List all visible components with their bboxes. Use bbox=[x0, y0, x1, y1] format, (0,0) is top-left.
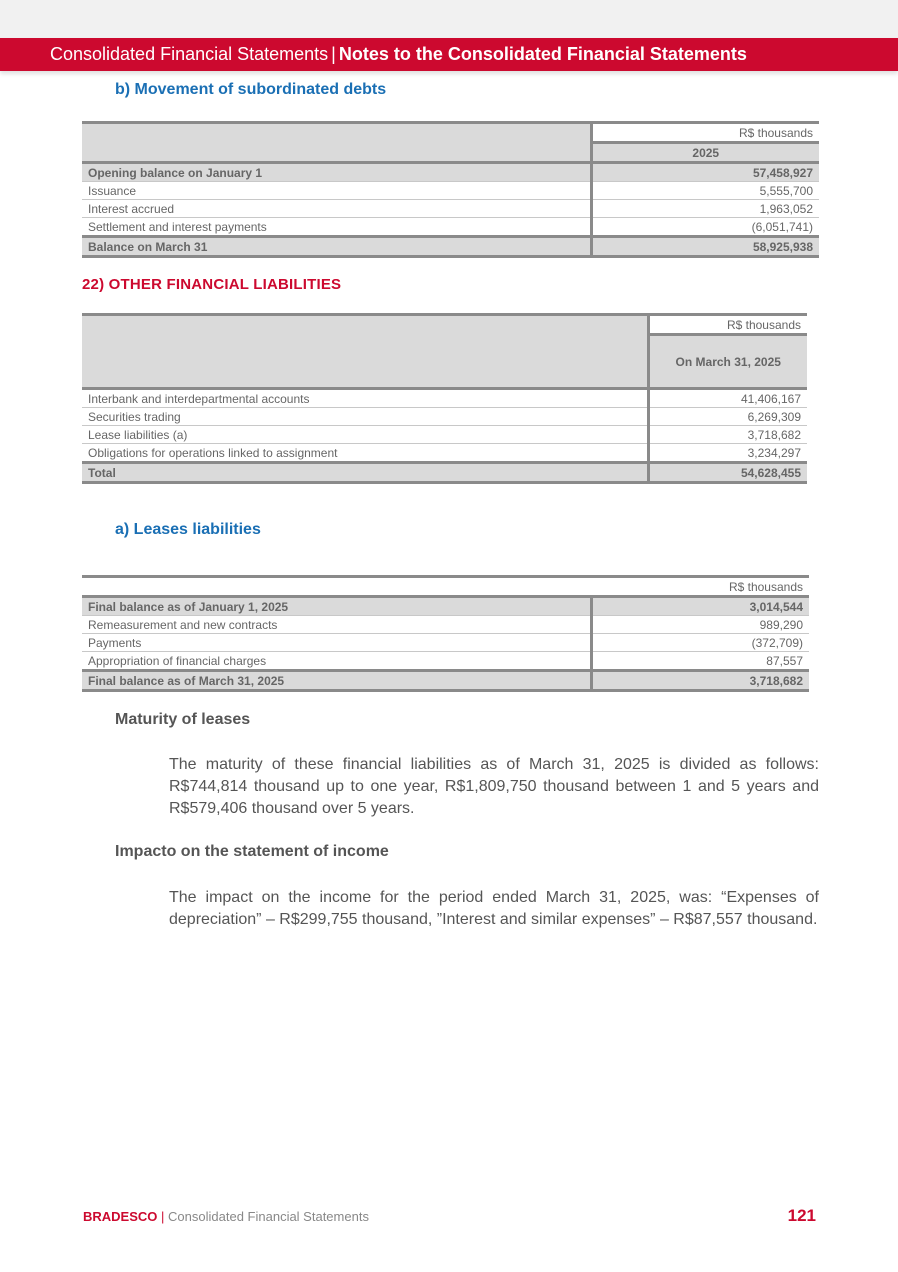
leases-table bbox=[82, 575, 809, 692]
table-row-total bbox=[82, 237, 819, 257]
row-value: 5,555,700 bbox=[591, 182, 819, 200]
table-row bbox=[82, 163, 819, 182]
table-header-blank bbox=[82, 315, 648, 389]
table-row bbox=[82, 218, 819, 237]
subordinated-debts-heading: b) Movement of subordinated debts bbox=[115, 81, 387, 98]
row-value: 3,718,682 bbox=[591, 671, 809, 691]
footer-label: Consolidated Financial Statements bbox=[168, 1209, 369, 1224]
row-value: 54,628,455 bbox=[648, 463, 807, 483]
page-number: 121 bbox=[787, 1206, 816, 1225]
row-label: Payments bbox=[82, 634, 591, 652]
row-label: Interest accrued bbox=[82, 200, 591, 218]
row-label: Final balance as of March 31, 2025 bbox=[82, 671, 591, 691]
unit-label: R$ thousands bbox=[82, 577, 809, 597]
table-row bbox=[82, 634, 809, 652]
row-label: Opening balance on January 1 bbox=[82, 163, 591, 182]
row-value: 989,290 bbox=[591, 616, 809, 634]
table-row bbox=[82, 616, 809, 634]
header-section: Consolidated Financial Statements bbox=[50, 44, 329, 64]
table-row bbox=[82, 389, 807, 408]
section-22-heading: 22) OTHER FINANCIAL LIABILITIES bbox=[82, 276, 342, 293]
row-label: Issuance bbox=[82, 182, 591, 200]
row-label: Securities trading bbox=[82, 408, 648, 426]
row-value: 6,269,309 bbox=[648, 408, 807, 426]
unit-label: R$ thousands bbox=[648, 315, 807, 335]
table-row bbox=[82, 200, 819, 218]
table-row-total bbox=[82, 463, 807, 483]
row-value: 3,014,544 bbox=[591, 597, 809, 616]
row-value: 1,963,052 bbox=[591, 200, 819, 218]
row-label: Final balance as of January 1, 2025 bbox=[82, 597, 591, 616]
impact-heading: Impacto on the statement of income bbox=[115, 843, 389, 860]
footer-brand: BRADESCO bbox=[83, 1209, 158, 1224]
row-value: 3,234,297 bbox=[648, 444, 807, 463]
header-subsection: Notes to the Consolidated Financial Statements bbox=[338, 44, 747, 64]
table-row bbox=[82, 444, 807, 463]
maturity-paragraph: The maturity of these financial liabilities as of March 31, 2025 is divided as follows: R$744,814 thousand up to one year, R$1,809,750 thousand between 1 and 5 years and R$579,406 thousand over 5 years. bbox=[169, 756, 819, 817]
table-row bbox=[82, 597, 809, 616]
table-row bbox=[82, 182, 819, 200]
footer-separator: | bbox=[161, 1209, 165, 1224]
row-label: Lease liabilities (a) bbox=[82, 426, 648, 444]
row-label: Obligations for operations linked to assignment bbox=[82, 444, 648, 463]
row-value: (6,051,741) bbox=[591, 218, 819, 237]
unit-label: R$ thousands bbox=[591, 123, 819, 143]
row-label: Total bbox=[82, 463, 648, 483]
leases-heading: a) Leases liabilities bbox=[115, 521, 261, 538]
row-label: Settlement and interest payments bbox=[82, 218, 591, 237]
maturity-heading: Maturity of leases bbox=[115, 711, 251, 728]
header-separator: | bbox=[331, 44, 336, 64]
table-row bbox=[82, 426, 807, 444]
table-row bbox=[82, 408, 807, 426]
row-label: Interbank and interdepartmental accounts bbox=[82, 389, 648, 408]
row-label: Appropriation of financial charges bbox=[82, 652, 591, 671]
impact-paragraph: The impact on the income for the period ended March 31, 2025, was: “Expenses of depreciation” – R$299,755 thousand, ”Interest and similar expenses” – R$87,557 thousand. bbox=[169, 889, 819, 928]
row-value: (372,709) bbox=[591, 634, 809, 652]
page-header bbox=[0, 38, 898, 71]
column-header-date: On March 31, 2025 bbox=[648, 335, 807, 389]
table-header-blank bbox=[82, 123, 591, 163]
row-value: 87,557 bbox=[591, 652, 809, 671]
row-label: Remeasurement and new contracts bbox=[82, 616, 591, 634]
row-value: 41,406,167 bbox=[648, 389, 807, 408]
other-liabilities-table bbox=[82, 313, 807, 484]
row-value: 3,718,682 bbox=[648, 426, 807, 444]
subordinated-debts-table bbox=[82, 121, 819, 258]
row-label: Balance on March 31 bbox=[82, 237, 591, 257]
page-footer bbox=[83, 1209, 369, 1224]
column-header-year: 2025 bbox=[591, 143, 819, 163]
row-value: 58,925,938 bbox=[591, 237, 819, 257]
table-row bbox=[82, 652, 809, 671]
row-value: 57,458,927 bbox=[591, 163, 819, 182]
top-margin bbox=[0, 0, 898, 38]
table-row-total bbox=[82, 671, 809, 691]
